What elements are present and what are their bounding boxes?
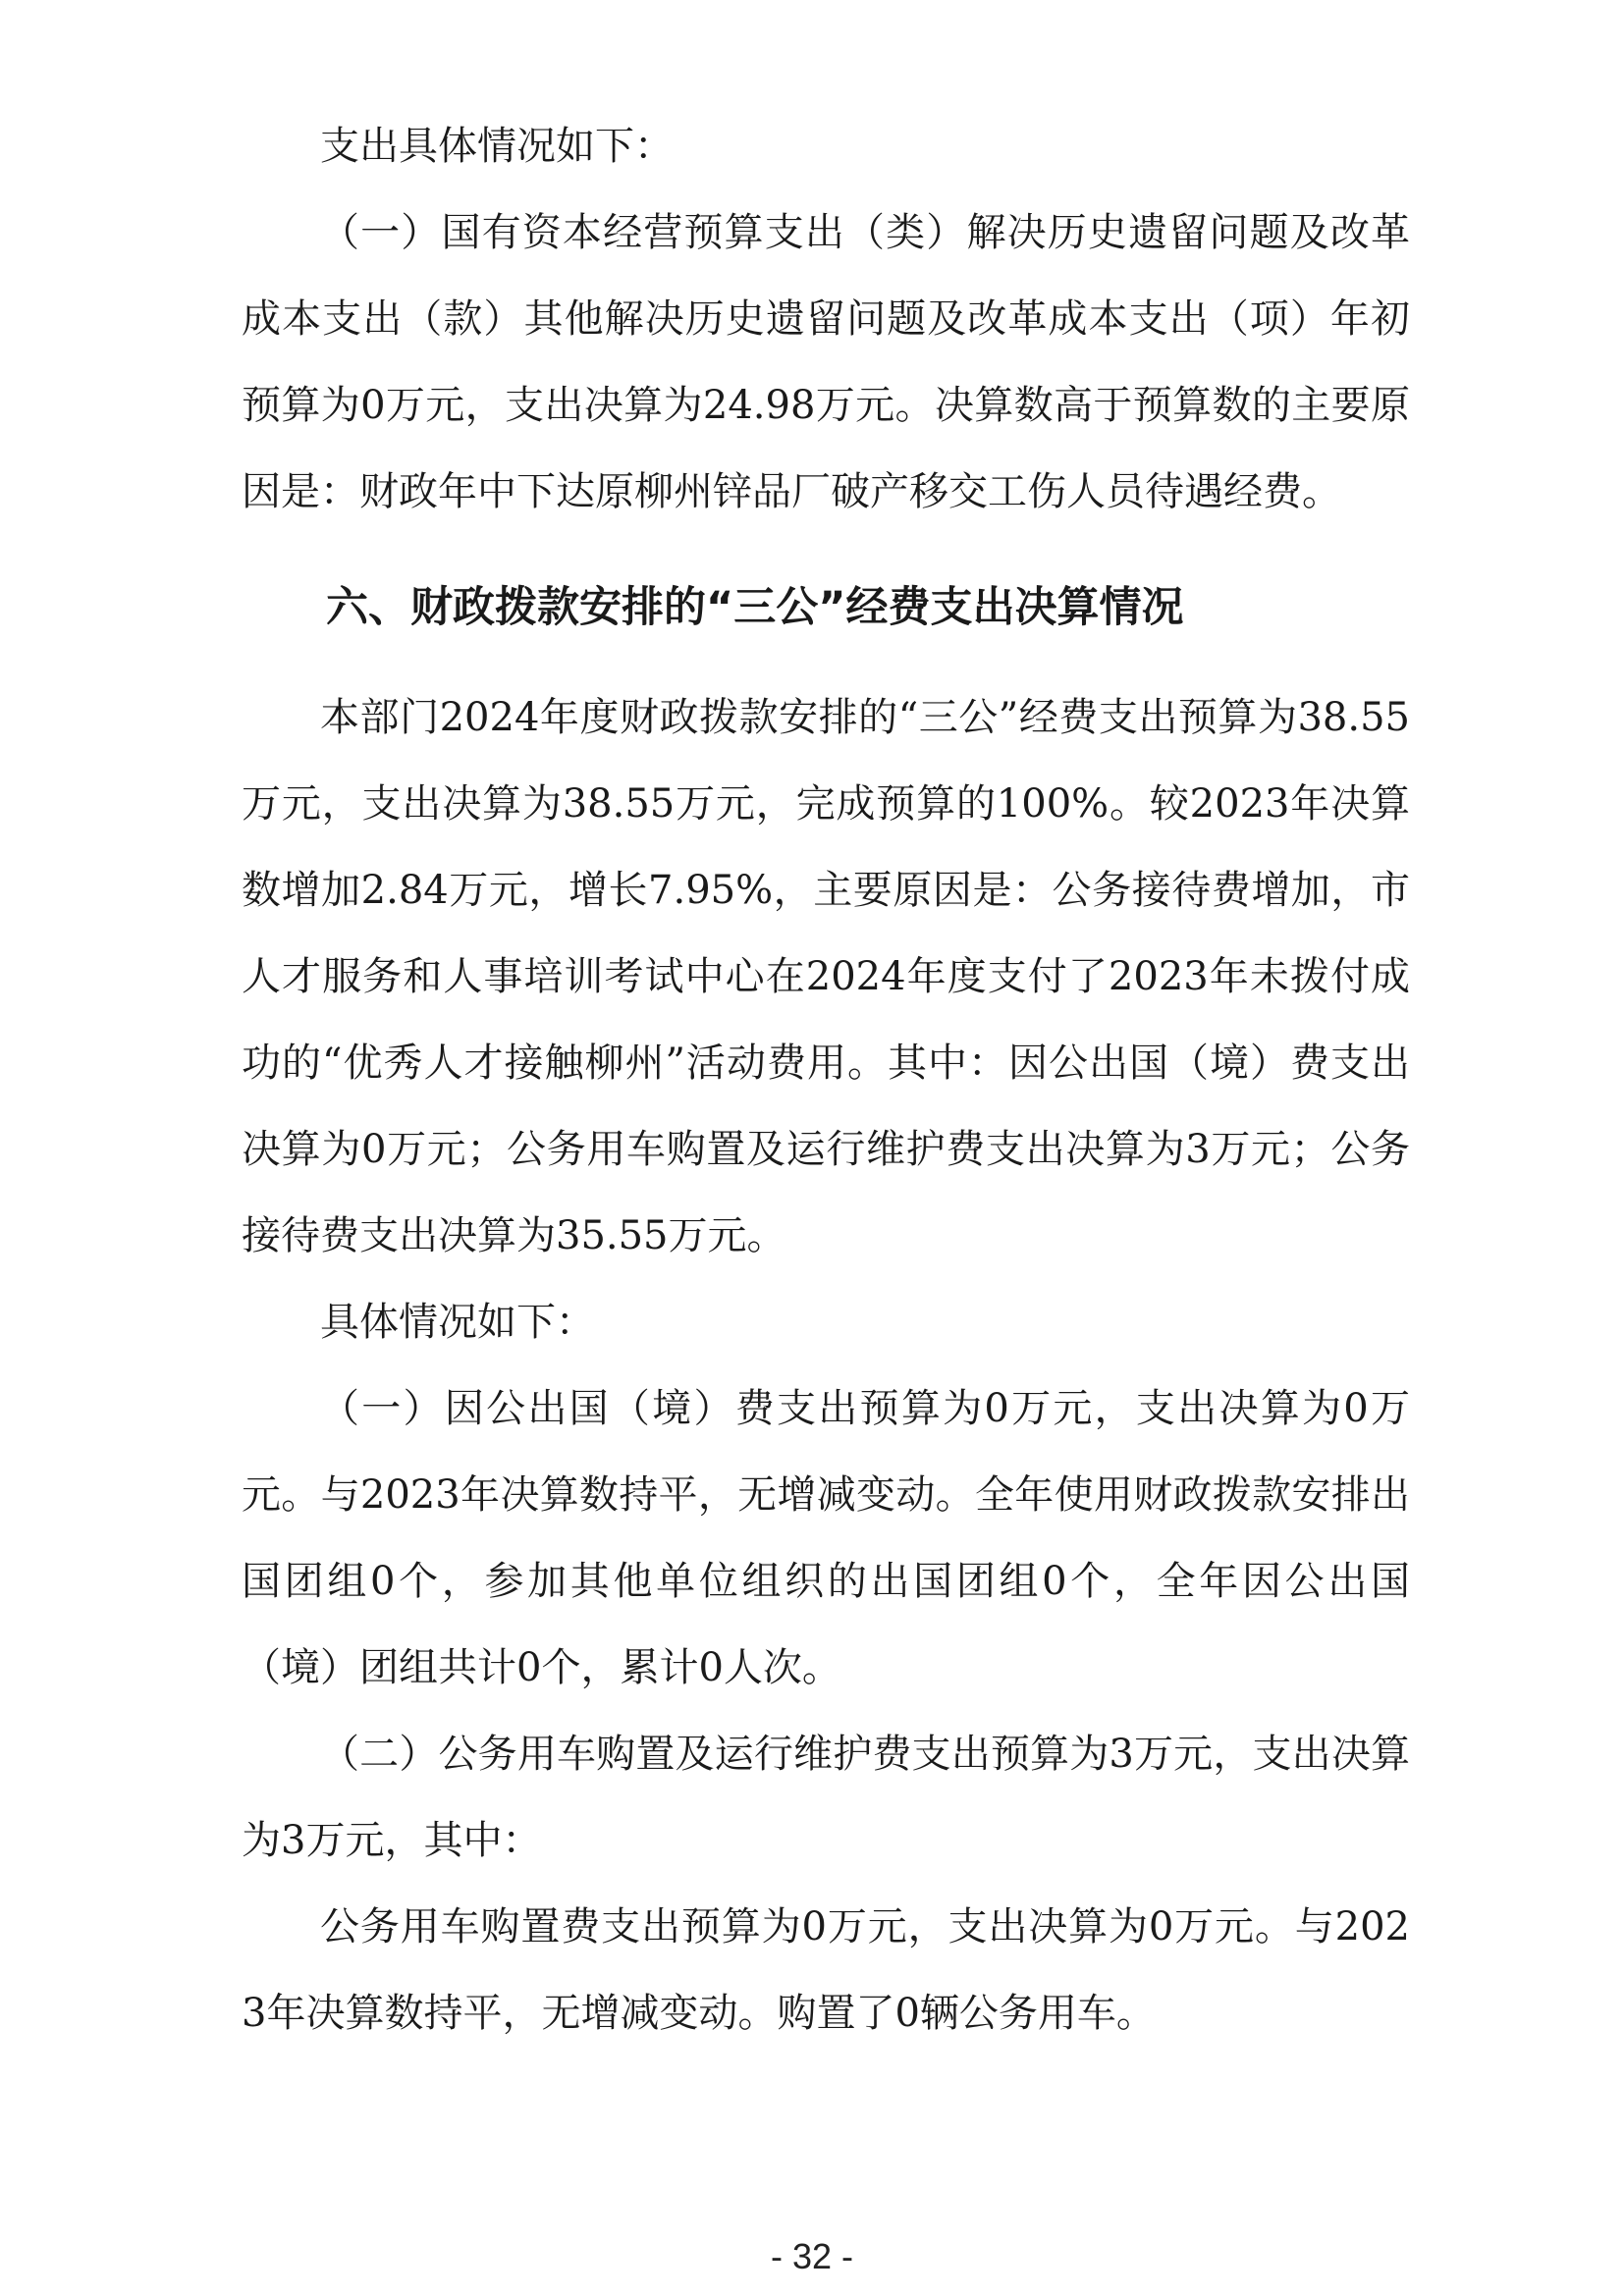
paragraph-state-capital-expenditure: （一）国有资本经营预算支出（类）解决历史遗留问题及改革成本支出（款）其他解决历史遗留问题及改革成本支出（项）年初预算为0万元，支出决算为24.98万元。决算数高于预算数的主要原因是：财政年中下达原柳州锌品厂破产移交工伤人员待遇经费。 — [242, 210, 1410, 514]
paragraph-details-intro: 具体情况如下： — [320, 1300, 595, 1345]
section-heading: 六、财政拨款安排的“三公”经费支出决算情况 — [326, 583, 1184, 632]
paragraph-overseas-travel: （一）因公出国（境）费支出预算为0万元，支出决算为0万元。与2023年决算数持平，无增减变动。全年使用财政拨款安排出国团组0个，参加其他单位组织的出国团组0个，全年因公出国（境）团组共计0个，累计0人次。 — [242, 1386, 1410, 1690]
page-content — [242, 103, 1410, 2056]
paragraph-official-vehicle: （二）公务用车购置及运行维护费支出预算为3万元，支出决算为3万元，其中： — [242, 1732, 1410, 1863]
paragraph-vehicle-purchase: 公务用车购置费支出预算为0万元，支出决算为0万元。与2023年决算数持平，无增减变动。购置了0辆公务用车。 — [242, 1904, 1410, 2036]
paragraph-three-public-summary: 本部门2024年度财政拨款安排的“三公”经费支出预算为38.55万元，支出决算为38.55万元，完成预算的100%。较2023年决算数增加2.84万元，增长7.95%，主要原因是：公务接待费增加，市人才服务和人事培训考试中心在2024年度支付了2023年未拨付成功的“优秀人才接触柳州”活动费用。其中：因公出国（境）费支出决算为0万元；公务用车购置及运行维护费支出决算为3万元；公务接待费支出决算为35.55万元。 — [242, 695, 1410, 1258]
page-number: - 32 - — [770, 2236, 854, 2276]
paragraph-expenditure-intro: 支出具体情况如下： — [320, 124, 674, 169]
